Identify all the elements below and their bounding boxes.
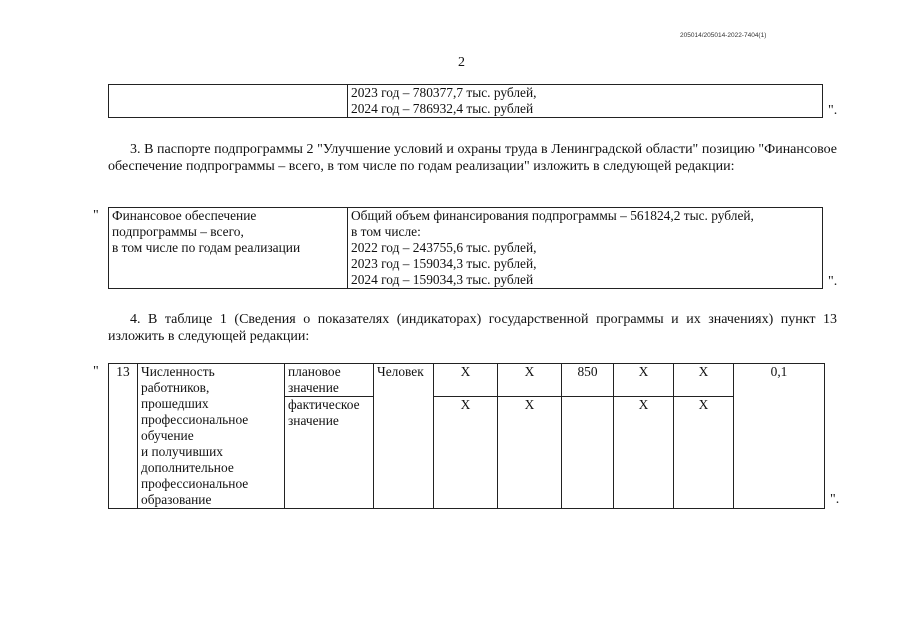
closing-quote: ". xyxy=(830,492,840,507)
funding-line: 2023 год – 780377,7 тыс. рублей, xyxy=(351,85,537,100)
paragraph-text: В таблице 1 (Сведения о показателях (индикаторах) государственной программы и их значениях) пункт 13 изложить в следующей редакции: xyxy=(108,312,838,344)
funding-line: Общий объем финансирования подпрограммы – 561824,2 тыс. рублей, xyxy=(351,208,754,223)
subprogram-funding-table xyxy=(108,207,823,289)
value-type-cell xyxy=(285,364,374,397)
paragraph-4 xyxy=(108,312,837,345)
value-type-cell xyxy=(285,397,374,509)
value-type-line: фактическое xyxy=(288,397,360,412)
funding-line: 2024 год – 159034,3 тыс. рублей xyxy=(351,272,534,287)
indicator-line: образование xyxy=(141,492,212,507)
value-cell: X xyxy=(434,397,498,509)
row-number-cell: 13 xyxy=(109,364,138,509)
paragraph-3 xyxy=(108,142,837,175)
closing-quote: ". xyxy=(828,103,838,118)
value-cell: X xyxy=(614,397,674,509)
opening-quote: " xyxy=(93,208,99,223)
value-type-line: значение xyxy=(288,413,339,428)
paragraph-number: 3. xyxy=(130,142,141,157)
value-type-line: плановое xyxy=(288,364,341,379)
value-cell: X xyxy=(498,364,562,397)
funding-label-cell xyxy=(109,208,348,289)
indicator-line: дополнительное xyxy=(141,460,234,475)
indicator-line: работников, xyxy=(141,380,210,395)
label-line: подпрограммы – всего, xyxy=(112,224,244,239)
value-cell: X xyxy=(614,364,674,397)
funding-line: 2022 год – 243755,6 тыс. рублей, xyxy=(351,240,537,255)
value-cell: X xyxy=(498,397,562,509)
value-type-line: значение xyxy=(288,380,339,395)
document-id: 205014/205014-2022-7404(1) xyxy=(680,32,767,39)
indicator-line: профессиональное xyxy=(141,412,249,427)
unit-cell: Человек xyxy=(374,364,434,509)
funding-line: в том числе: xyxy=(351,224,421,239)
indicator-line: профессиональное xyxy=(141,476,249,491)
opening-quote: " xyxy=(93,364,99,379)
indicator-name-cell xyxy=(138,364,285,509)
funding-line: 2024 год – 786932,4 тыс. рублей xyxy=(351,101,534,116)
indicator-line: прошедших xyxy=(141,396,209,411)
empty-cell xyxy=(109,85,348,118)
weight-cell: 0,1 xyxy=(734,364,825,509)
value-cell: X xyxy=(674,397,734,509)
indicator-table xyxy=(108,363,825,509)
funding-years-cell xyxy=(348,85,823,118)
closing-quote: ". xyxy=(828,274,838,289)
paragraph-text: В паспорте подпрограммы 2 "Улучшение условий и охраны труда в Ленинградской области" позицию "Финансовое обеспечение подпрограммы – всего, в том числе по годам реализации" изложить в следующей редакции: xyxy=(108,142,837,174)
value-cell: 850 xyxy=(562,364,614,397)
funding-line: 2023 год – 159034,3 тыс. рублей, xyxy=(351,256,537,271)
indicator-line: и получивших xyxy=(141,444,223,459)
label-line: Финансовое обеспечение xyxy=(112,208,257,223)
funding-value-cell xyxy=(348,208,823,289)
page-number: 2 xyxy=(458,55,465,70)
label-line: в том числе по годам реализации xyxy=(112,240,301,255)
funding-table-tail xyxy=(108,84,823,118)
indicator-line: обучение xyxy=(141,428,194,443)
value-cell: X xyxy=(674,364,734,397)
value-cell xyxy=(562,397,614,509)
indicator-line: Численность xyxy=(141,364,215,379)
paragraph-number: 4. xyxy=(130,312,141,327)
value-cell: X xyxy=(434,364,498,397)
